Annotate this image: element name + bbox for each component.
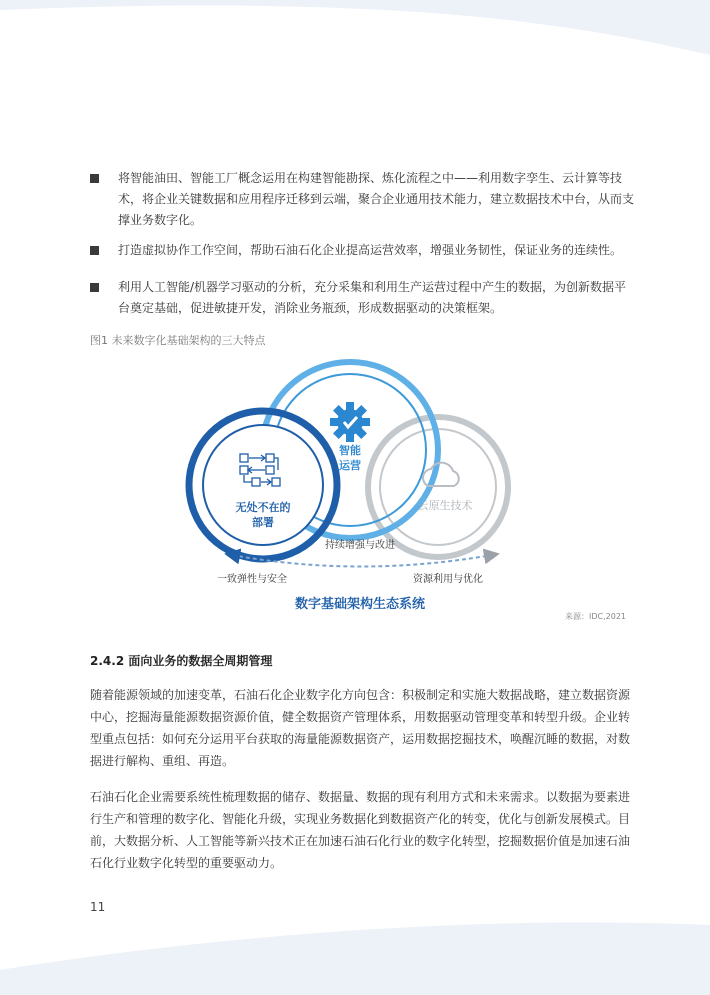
cloud-native-label: 云原生技术 [417, 499, 473, 512]
figure-source: 来源：IDC,2021 [565, 612, 627, 621]
deploy-label-line1: 无处不在的 [235, 501, 291, 514]
bullet-item-2 [90, 240, 635, 261]
bullet-text: 将智能油田、智能工厂概念运用在构建智能勘探、炼化流程之中——利用数字孪生、云计算等技术，将企业关键数据和应用程序迁移到云端，聚合企业通用技术能力，建立数据技术中台，从而支撑业务数字化。 [118, 171, 635, 227]
paragraph-1: 随着能源领域的加速变革，石油石化企业数字化方向包含：积极制定和实施大数据战略，建立数据资源中心，挖掘海量能源数据资源价值，健全数据资产管理体系，用数据驱动管理变革和转型升级。企业转型重点包括：如何充分运用平台获取的海量能源数据资产，运用数据挖掘技术，唤醒沉睡的数据，对数据进行解构、重组、再造。 [90, 688, 631, 768]
top-wave-decoration [0, 0, 710, 70]
bullet-text: 利用人工智能/机器学习驱动的分析，充分采集和利用生产运营过程中产生的数据，为创新数据平台奠定基础，促进敏捷开发，消除业务瓶颈，形成数据驱动的决策框架。 [118, 280, 627, 315]
consistency-label: 一致弹性与安全 [217, 574, 287, 585]
deploy-label-line2: 部署 [252, 516, 274, 529]
bullet-square-icon [90, 174, 99, 183]
bullet-square-icon [90, 246, 99, 255]
resource-label: 资源利用与优化 [413, 574, 483, 585]
paragraph-2: 石油石化企业需要系统性梳理数据的储存、数据量、数据的现有利用方式和未来需求。以数据为要素进行生产和管理的数字化、智能化升级，实现业务数据化到数据资产化的转变，优化与创新发展模式。目前，大数据分析、人工智能等新兴技术正在加速石油石化行业的数字化转型，挖掘数据价值是加速石油石化行业数字化转型的重要驱动力。 [90, 790, 631, 870]
bullet-text: 打造虚拟协作工作空间，帮助石油石化企业提高运营效率，增强业务韧性，保证业务的连续性。 [118, 243, 623, 257]
figure-caption: 图1 未来数字化基础架构的三大特点 [90, 334, 266, 347]
bottom-wave-decoration [0, 915, 710, 995]
architecture-diagram [180, 350, 540, 620]
section-heading: 2.4.2 面向业务的数据全周期管理 [90, 654, 273, 668]
smart-label-line2: 运营 [339, 459, 361, 472]
ecosystem-title: 数字基础架构生态系统 [294, 597, 426, 612]
gear-icon [330, 402, 370, 442]
page-number: 11 [90, 900, 106, 914]
bullet-square-icon [90, 283, 99, 292]
deployment-circle [189, 411, 337, 559]
bullet-item-1 [90, 168, 635, 231]
bullet-item-3 [90, 277, 635, 319]
improvement-label: 持续增强与改进 [325, 540, 395, 551]
smart-label-line1: 智能 [339, 444, 361, 457]
